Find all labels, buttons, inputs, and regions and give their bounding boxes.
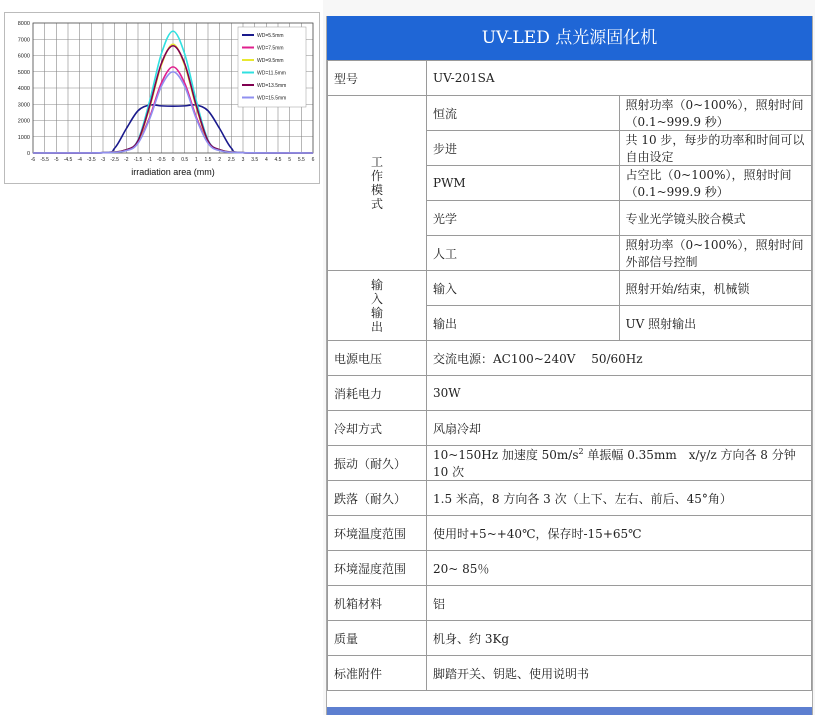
io-item-label: 输入 [427,271,620,306]
humidity-label: 环境湿度范围 [328,551,427,586]
x-tick-label: -4.5 [63,157,73,163]
x-tick-label: -2.5 [110,157,119,163]
legend-label: WD=7.5mm [257,45,284,52]
mode-label: 人工 [427,236,620,271]
material-value: 铝 [427,586,812,621]
mode-value: 占空比（0~100%），照射时间（0.1~999.9 秒） [619,166,812,201]
mode-value: 专业光学镜头胶合模式 [619,201,812,236]
table-row [328,551,812,586]
y-tick-label: 6000 [17,53,30,60]
accessory-value: 脚踏开关、钥匙、使用说明书 [427,656,812,691]
work-mode-label-cell [328,96,427,271]
cooling-value: 风扇冷却 [427,411,812,446]
table-row [328,586,812,621]
x-tick-label: 4 [264,157,268,163]
vibration-value [427,446,812,481]
consumption-value: 30W [427,376,812,411]
x-tick-label: 1 [194,157,198,163]
x-tick-label: -6 [30,157,36,163]
irradiance-chart [4,12,320,184]
x-tick-label: -5.5 [40,157,49,163]
accessory-label: 标准附件 [328,656,427,691]
legend-label: WD=11.5mm [257,70,286,77]
x-tick-label: -1 [147,157,152,163]
table-row [328,446,812,481]
x-tick-label: -5 [54,157,59,163]
y-tick-label: 1000 [17,134,30,141]
consumption-label: 消耗电力 [328,376,427,411]
y-tick-label: 5000 [17,69,30,76]
x-axis-label: irradiation area (mm) [131,167,215,177]
io-item-label: 输出 [427,306,620,341]
table-row [328,656,812,691]
x-tick-label: -4 [77,157,82,163]
x-tick-label: -0.5 [157,157,166,163]
model-label: 型号 [328,61,427,96]
x-tick-label: 0 [171,157,175,163]
io-item-value: 照射开始/结束，机械锁 [619,271,812,306]
y-tick-label: 3000 [17,102,30,109]
io-label: 输入输出 [370,277,383,334]
spec-title: UV-LED 点光源固化机 [327,16,812,60]
mode-label: 恒流 [427,96,620,131]
io-item-value: UV 照射输出 [619,306,812,341]
drop-value: 1.5 米高，8 方向各 3 次（上下、左右、前后、45°角） [427,481,812,516]
chart-svg [5,13,319,183]
model-value: UV-201SA [427,61,812,96]
table-row [328,411,812,446]
x-tick-label: -3.5 [87,157,96,163]
temp-value: 使用时+5~+40℃，保存时-15+65℃ [427,516,812,551]
spec-panel [326,16,813,715]
humidity-value: 20~ 85％ [427,551,812,586]
x-tick-label: -2 [124,157,129,163]
legend-label: WD=9.5mm [257,57,284,64]
legend-label: WD=13.5mm [257,82,287,89]
power-value: 交流电源：AC100~240V 50/60Hz [427,341,812,376]
y-tick-label: 4000 [17,86,30,92]
x-tick-label: 0.5 [181,157,189,163]
mode-value: 照射功率（0~100%），照射时间外部信号控制 [619,236,812,271]
vibration-sup: 2 [578,447,584,456]
x-tick-label: 3.5 [251,157,259,163]
spec-table [327,60,812,691]
table-row [328,481,812,516]
x-tick-label: 2.5 [227,157,235,163]
x-tick-label: 2 [218,157,222,163]
table-row [328,341,812,376]
table-row [328,96,812,131]
vibration-text-b: 单振幅 0.35mm x/y/z 方向各 8 分钟 10 次 [433,448,796,479]
mode-value: 照射功率（0~100%），照射时间（0.1~999.9 秒） [619,96,812,131]
x-tick-label: 3 [241,157,245,163]
y-tick-label: 7000 [17,37,30,44]
vibration-text-a: 10~150Hz 加速度 50m/s [433,448,579,462]
table-row [328,61,812,96]
temp-label: 环境温度范围 [328,516,427,551]
table-row [328,271,812,306]
mode-label: PWM [427,166,620,201]
drop-label: 跌落（耐久） [328,481,427,516]
material-label: 机箱材料 [328,586,427,621]
x-tick-label: 1.5 [204,157,212,163]
table-row [328,621,812,656]
x-tick-label: -1.5 [133,157,143,163]
legend-label: WD=15.5mm [257,95,287,102]
work-mode-label: 工作模式 [370,155,383,211]
table-row [328,376,812,411]
x-tick-label: -3 [100,157,106,163]
y-tick-label: 2000 [17,118,30,125]
mode-label: 光学 [427,201,620,236]
table-bottom-bar [327,707,812,715]
weight-value: 机身、约 3Kg [427,621,812,656]
x-tick-label: 6 [311,157,315,163]
x-tick-label: 4.5 [274,157,282,163]
io-label-cell [328,271,427,341]
x-tick-label: 5 [288,157,292,163]
mode-label: 步进 [427,131,620,166]
cooling-label: 冷却方式 [328,411,427,446]
power-label: 电源电压 [328,341,427,376]
mode-value: 共 10 步，每步的功率和时间可以自由设定 [619,131,812,166]
table-row [328,516,812,551]
y-tick-label: 8000 [17,21,30,27]
weight-label: 质量 [328,621,427,656]
x-tick-label: 5.5 [297,157,305,163]
left-panel [0,0,323,715]
vibration-label: 振动（耐久） [328,446,427,481]
y-tick-label: 0 [26,151,30,157]
legend-label: WD=5.5mm [257,32,284,39]
